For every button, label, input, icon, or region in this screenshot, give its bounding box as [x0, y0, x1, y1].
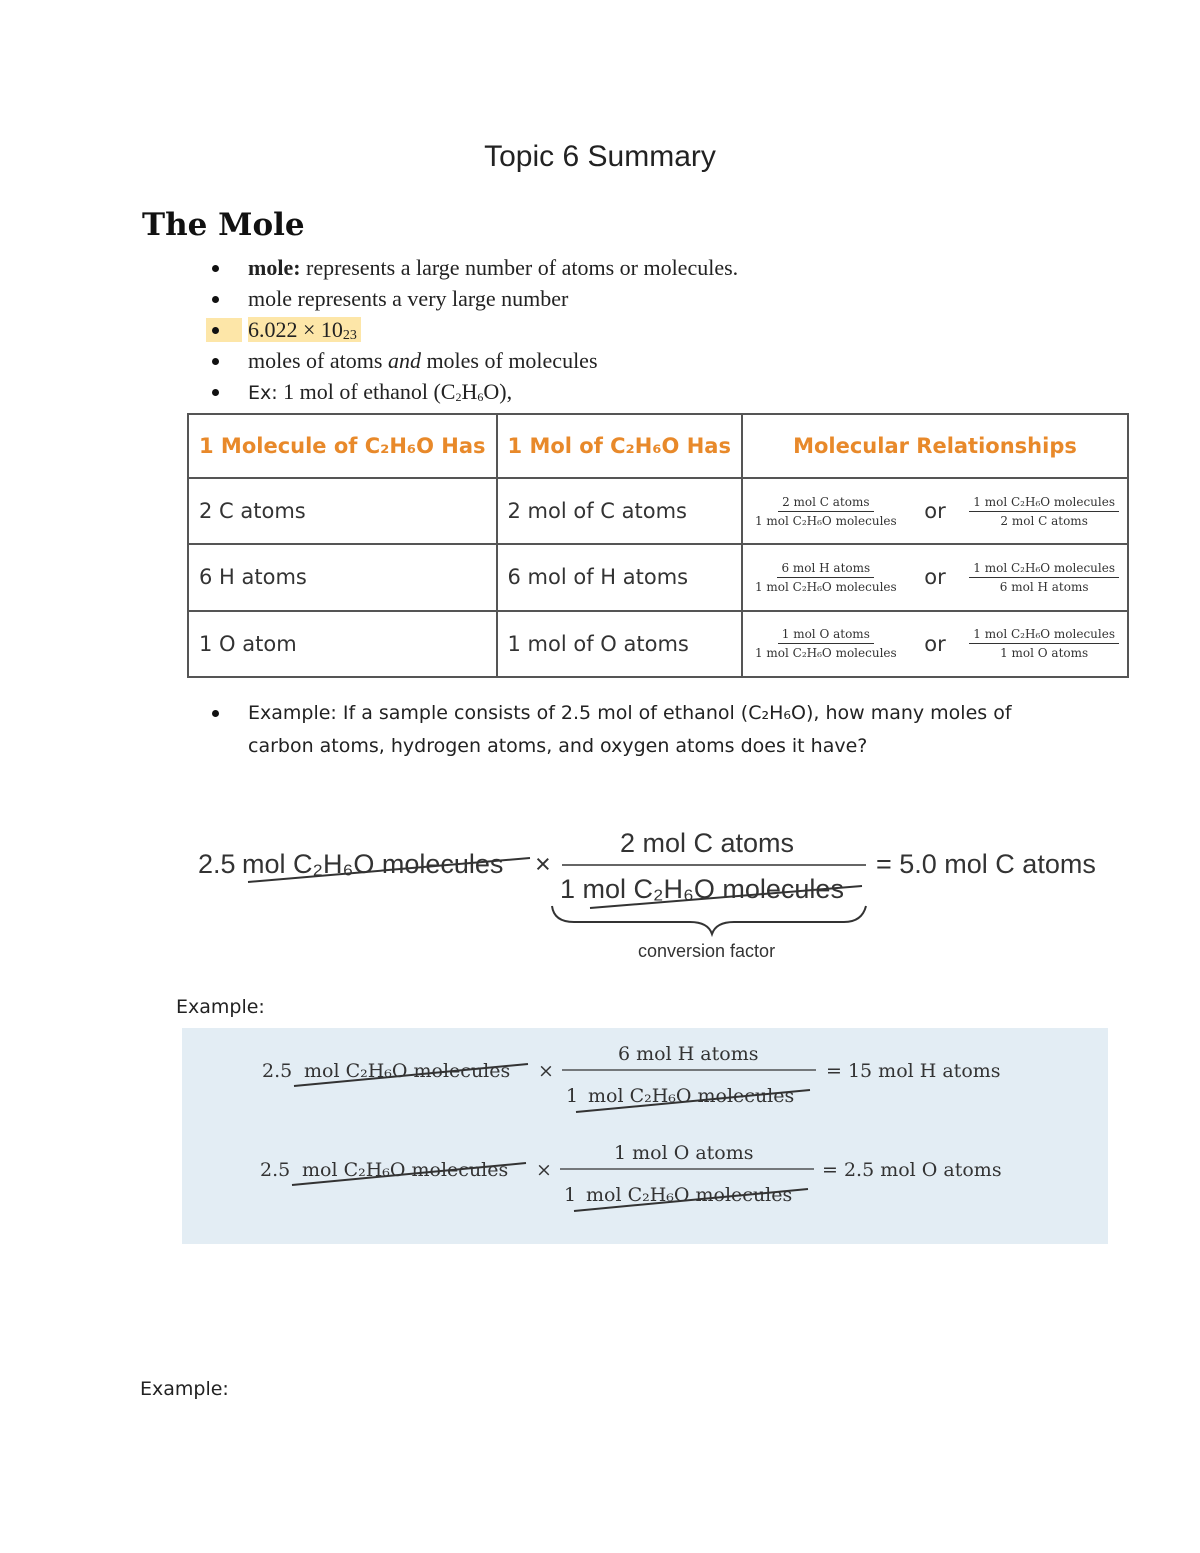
highlight	[206, 318, 242, 342]
item-text: O),	[483, 379, 513, 404]
cell-molecule: 6 H atoms	[188, 544, 497, 610]
eq2-den-qty: 1	[564, 1184, 577, 1206]
table-header-row	[188, 414, 1128, 478]
column-header: 1 Molecule of C₂H₆O Has	[188, 414, 497, 478]
eq2-result: = 2.5 mol O atoms	[822, 1159, 1002, 1181]
eq-numerator: 2 mol C atoms	[620, 828, 795, 858]
section-heading: The Mole	[142, 207, 305, 243]
cell-mol: 1 mol of O atoms	[497, 611, 742, 677]
box-equations	[182, 1028, 1108, 1244]
fraction	[751, 495, 901, 528]
column-header: Molecular Relationships	[742, 414, 1128, 478]
list-item	[210, 345, 738, 376]
denominator: 6 mol H atoms	[999, 579, 1089, 594]
subscript: 2	[455, 390, 462, 404]
fraction	[969, 627, 1119, 660]
table-row	[188, 544, 1128, 610]
item-text: mole represents a very large number	[248, 286, 569, 311]
question-line: Example: If a sample consists of 2.5 mol of ethanol (C₂H₆O), how many moles of	[248, 702, 1012, 724]
cell-mol: 2 mol of C atoms	[497, 478, 742, 544]
item-text: moles of atoms	[248, 348, 388, 373]
bullet-dot	[212, 710, 219, 717]
numerator: 1 mol O atoms	[778, 627, 874, 644]
term: mole:	[248, 255, 301, 280]
eq-lhs-unit: mol C₂H₆O molecules	[242, 849, 504, 879]
eq2-times: ×	[536, 1159, 552, 1181]
eq1-lhs-unit: mol C₂H₆O molecules	[304, 1060, 511, 1082]
list-item	[210, 252, 738, 283]
item-text: H	[461, 379, 478, 404]
numerator: 1 mol C₂H₆O molecules	[969, 495, 1119, 512]
bullet-list	[210, 252, 738, 407]
fraction	[969, 495, 1119, 528]
question-line: carbon atoms, hydrogen atoms, and oxygen atoms does it have?	[248, 735, 868, 757]
denominator: 1 mol C₂H₆O molecules	[754, 646, 897, 661]
eq1-numerator: 6 mol H atoms	[618, 1043, 759, 1065]
eq2-numerator: 1 mol O atoms	[614, 1142, 754, 1164]
item-text: moles of molecules	[420, 348, 598, 373]
numerator: 2 mol C atoms	[778, 495, 873, 512]
or-label: or	[924, 499, 946, 524]
example-question	[210, 697, 1070, 763]
cell-mol: 6 mol of H atoms	[497, 544, 742, 610]
denominator: 1 mol O atoms	[1000, 646, 1089, 661]
cell-relationships	[742, 478, 1128, 544]
eq-brace-label: conversion factor	[638, 941, 776, 961]
subscript: 6	[477, 390, 484, 404]
eq-result: = 5.0 mol C atoms	[876, 849, 1096, 879]
or-label: or	[924, 565, 946, 590]
fraction	[751, 561, 901, 594]
denominator: 1 mol C₂H₆O molecules	[754, 513, 897, 528]
eq2-den-unit: mol C₂H₆O molecules	[586, 1184, 793, 1206]
list-item	[210, 376, 738, 407]
eq2-lhs-unit: mol C₂H₆O molecules	[302, 1159, 509, 1181]
eq1-lhs-qty: 2.5	[262, 1060, 293, 1082]
eq1-result: = 15 mol H atoms	[826, 1060, 1001, 1082]
column-header: 1 Mol of C₂H₆O Has	[497, 414, 742, 478]
emphasis: and	[387, 348, 421, 373]
example-label: Example:	[176, 996, 265, 1018]
table-row	[188, 611, 1128, 677]
fraction	[969, 561, 1119, 594]
cell-molecule: 2 C atoms	[188, 478, 497, 544]
eq1-den-unit: mol C₂H₆O molecules	[588, 1085, 795, 1107]
denominator: 1 mol C₂H₆O molecules	[754, 579, 897, 594]
eq-lhs-qty: 2.5	[198, 849, 236, 879]
definition: represents a large number of atoms or molecules.	[300, 255, 739, 280]
eq-denominator: 1 mol C₂H₆O molecules	[560, 874, 844, 904]
list-item	[210, 283, 738, 314]
list-item	[210, 314, 738, 345]
numerator: 6 mol H atoms	[777, 561, 874, 578]
table-row	[188, 478, 1128, 544]
conversion-equation	[190, 820, 1130, 970]
numerator: 1 mol C₂H₆O molecules	[969, 627, 1119, 644]
eq-times: ×	[535, 849, 551, 879]
cell-relationships	[742, 611, 1128, 677]
item-text: 1 mol of ethanol (C	[277, 379, 456, 404]
page-title: Topic 6 Summary	[484, 140, 716, 173]
eq1-den-qty: 1	[566, 1085, 579, 1107]
fraction	[751, 627, 901, 660]
cell-relationships	[742, 544, 1128, 610]
avogadro-number	[248, 317, 361, 342]
examples-box	[182, 1028, 1108, 1244]
molecular-relationships-table	[187, 413, 1129, 678]
avogadro-exponent: 23	[342, 328, 357, 343]
or-label: or	[924, 631, 946, 656]
cell-molecule: 1 O atom	[188, 611, 497, 677]
numerator: 1 mol C₂H₆O molecules	[969, 561, 1119, 578]
brace	[552, 906, 866, 934]
avogadro-base: 6.022 × 10	[248, 317, 343, 342]
eq1-times: ×	[538, 1060, 554, 1082]
ex-label: Ex:	[248, 382, 278, 404]
eq2-lhs-qty: 2.5	[260, 1159, 291, 1181]
example-label: Example:	[140, 1378, 229, 1400]
denominator: 2 mol C atoms	[1000, 513, 1088, 528]
